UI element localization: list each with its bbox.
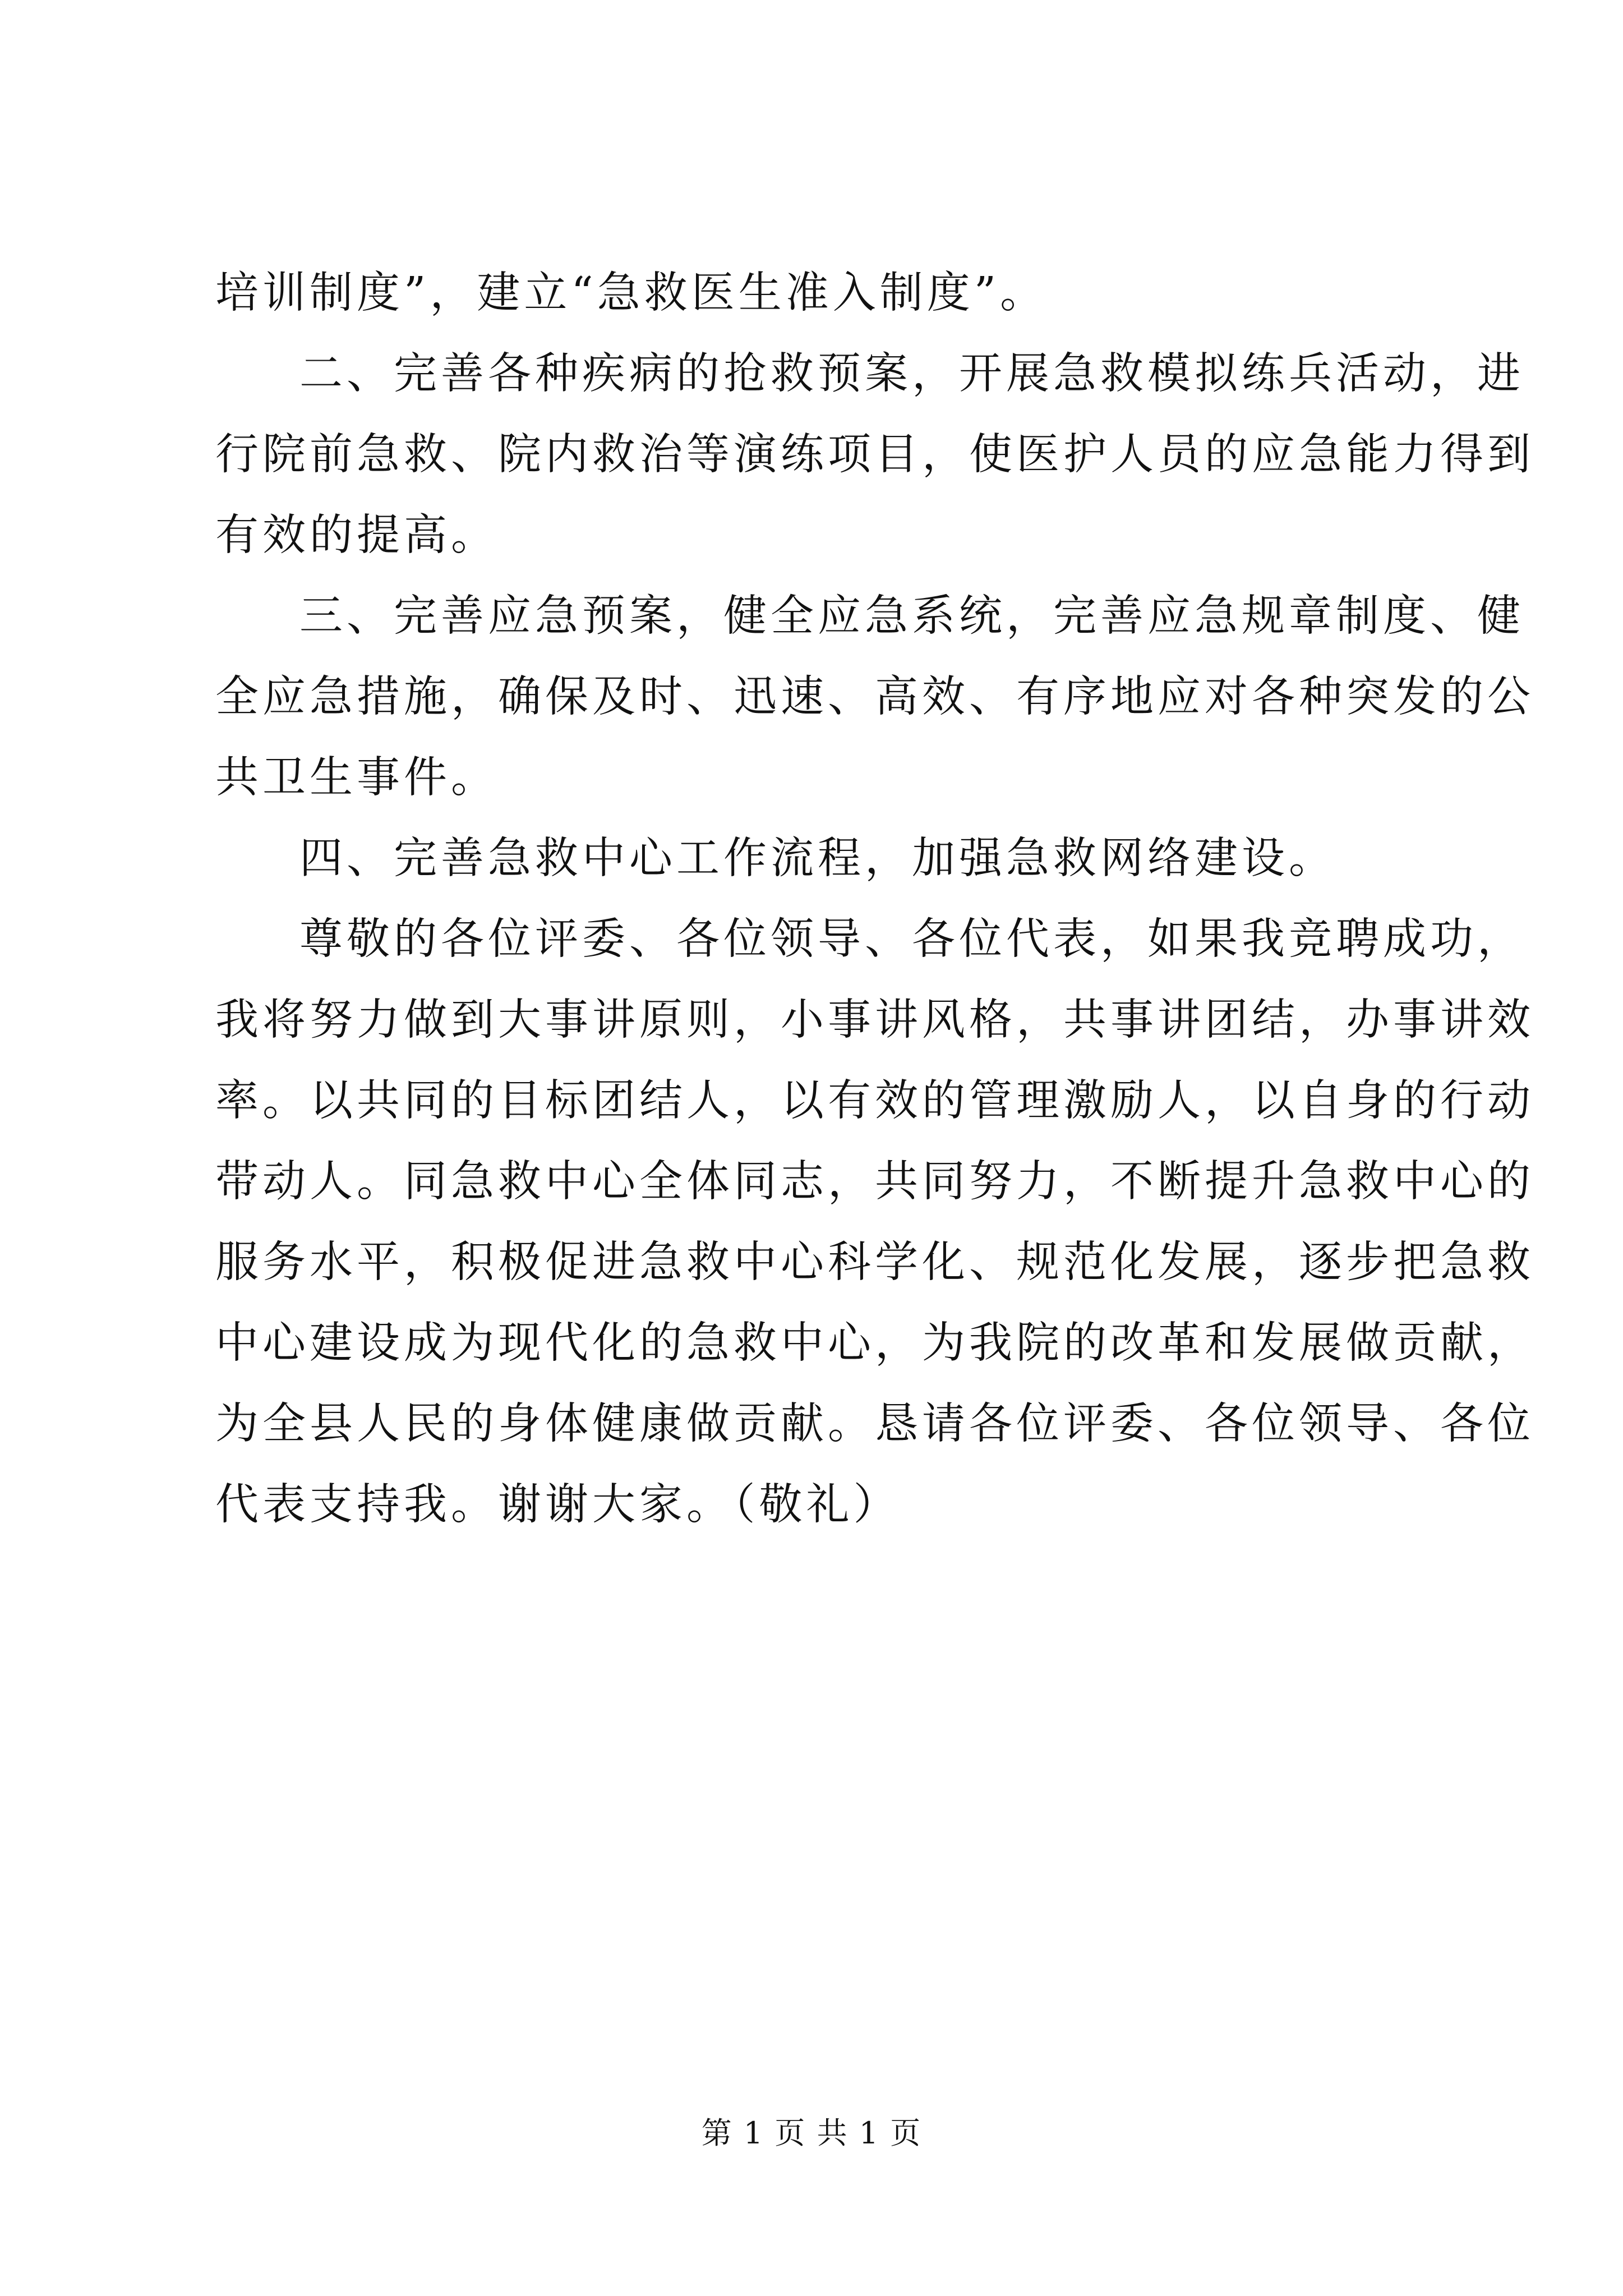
paragraph-5-line-6: 中心建设成为现代化的急救中心，为我院的改革和发展做贡献， <box>215 1318 1534 1368</box>
paragraph-2-line-3: 有效的提高。 <box>215 510 498 560</box>
paragraph-3-line-3: 共卫生事件。 <box>215 753 498 803</box>
paragraph-5-line-2: 我将努力做到大事讲原则，小事讲风格，共事讲团结，办事讲效 <box>215 995 1534 1045</box>
paragraph-4 <box>215 831 1418 886</box>
paragraph-5-line-3: 率。以共同的目标团结人，以有效的管理激励人，以自身的行动 <box>215 1076 1534 1126</box>
paragraph-3 <box>215 589 1534 806</box>
paragraph-5-line-1: 尊敬的各位评委、各位领导、各位代表，如果我竞聘成功， <box>299 914 1524 964</box>
paragraph-5-line-4: 带动人。同急救中心全体同志，共同努力，不断提升急救中心的 <box>215 1157 1534 1207</box>
paragraph-5-line-5: 服务水平，积极促进急救中心科学化、规范化发展，逐步把急救 <box>215 1237 1534 1287</box>
paragraph-5-line-7: 为全县人民的身体健康做贡献。恳请各位评委、各位领导、各位 <box>215 1399 1534 1449</box>
document-body <box>215 266 1534 1558</box>
paragraph-5 <box>215 912 1534 1533</box>
paragraph-1 <box>215 266 1418 321</box>
paragraph-2 <box>215 347 1534 563</box>
paragraph-3-line-1: 三、完善应急预案，健全应急系统，完善应急规章制度、健 <box>299 591 1524 641</box>
paragraph-2-line-1: 二、完善各种疾病的抢救预案，开展急救模拟练兵活动，进 <box>299 349 1524 399</box>
paragraph-1-line-1: 培训制度”，建立“急救医生准入制度”。 <box>215 268 1048 318</box>
paragraph-2-line-2: 行院前急救、院内救治等演练项目，使医护人员的应急能力得到 <box>215 430 1534 480</box>
page-number-footer: 第 1 页 共 1 页 <box>701 2115 922 2151</box>
paragraph-5-line-8: 代表支持我。谢谢大家。（敬礼） <box>215 1480 901 1530</box>
paragraph-3-line-2: 全应急措施，确保及时、迅速、高效、有序地应对各种突发的公 <box>215 672 1534 722</box>
paragraph-4-line-1: 四、完善急救中心工作流程，加强急救网络建设。 <box>299 834 1336 884</box>
